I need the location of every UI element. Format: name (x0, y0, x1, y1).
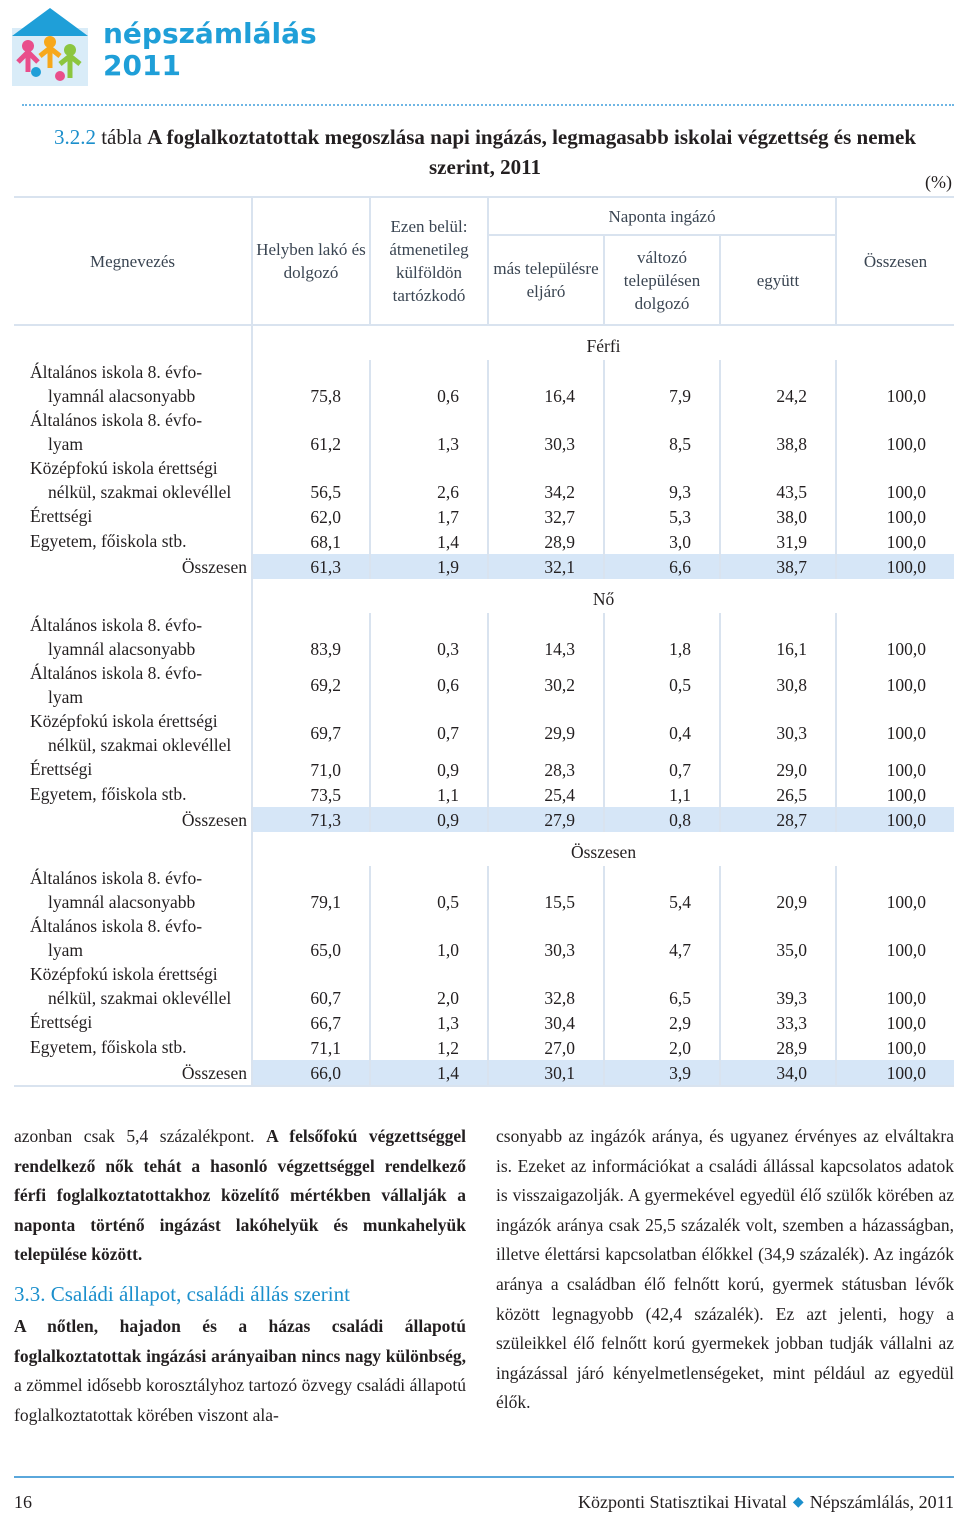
cell-varying-settlement: 0,7 (604, 757, 720, 782)
row-label-line: nélkül, szakmai oklevéllel (48, 735, 232, 755)
cell-varying-settlement: 0,5 (604, 661, 720, 709)
cell-together: 33,3 (720, 1010, 836, 1035)
cell-varying-settlement: 1,8 (604, 613, 720, 661)
cell-total: 100,0 (836, 613, 954, 661)
row-label-line: lyamnál alacsonyabb (48, 892, 196, 912)
row-label-line: Középfokú iskola érettségi (30, 711, 218, 731)
cell-together: 16,1 (720, 613, 836, 661)
table-row (14, 782, 954, 807)
row-label-line: Általános iskola 8. évfo- (30, 362, 203, 382)
row-label (14, 1035, 252, 1060)
cell-total: 100,0 (836, 529, 954, 554)
table-row (14, 1010, 954, 1035)
cell-other-settlement: 34,2 (488, 456, 604, 504)
cell-total: 100,0 (836, 962, 954, 1010)
paragraph-3: csonyabb az ingázók aránya, és ugyanez érvényes az elváltakra is. Ezeket az információkat a családi állással kapcsolatos adatok is visszaigazolják. A gyermekével egyedül élő szülők körében az ingázók aránya csak 25,5 százalék volt, szemben a házasságban, illetve élettársi kapcsolatban élőkkel (34,9 százalék). Az ingázók aránya a családban élő felnőtt korú, gyermek státusban lévők között legnagyobb (42,4 százalék). Ez azt jelenti, hogy a szüleikkel élő felnőtt korú gyermekek jobban tudják vállalni az ingázással járó kényelmetlenségeket, mint például az egyedül élők. (496, 1126, 954, 1413)
cell-abroad: 1,4 (370, 529, 488, 554)
cell-other-settlement: 27,0 (488, 1035, 604, 1060)
table-row (14, 1035, 954, 1060)
row-label (14, 529, 252, 554)
cell-other-settlement: 32,1 (488, 554, 604, 579)
cell-abroad: 0,9 (370, 757, 488, 782)
row-label-line: Összesen (181, 810, 247, 830)
cell-varying-settlement: 0,4 (604, 709, 720, 757)
cell-other-settlement: 27,9 (488, 807, 604, 832)
table-number: 3.2.2 (53, 125, 96, 149)
row-label-line: Összesen (181, 1063, 247, 1083)
cell-local: 66,0 (252, 1060, 370, 1086)
cell-other-settlement: 25,4 (488, 782, 604, 807)
cell-varying-settlement: 2,9 (604, 1010, 720, 1035)
section-blank-cell (14, 325, 252, 360)
cell-together: 26,5 (720, 782, 836, 807)
header-divider (22, 104, 954, 106)
cell-total: 100,0 (836, 807, 954, 832)
row-label-line: Általános iskola 8. évfo- (30, 868, 203, 888)
table-row (14, 866, 954, 914)
table-row (14, 757, 954, 782)
cell-together: 38,8 (720, 408, 836, 456)
cell-abroad: 0,5 (370, 866, 488, 914)
table-row (14, 529, 954, 554)
cell-local: 61,2 (252, 408, 370, 456)
header-local: Helyben lakó és dolgozó (252, 197, 370, 325)
cell-together: 30,3 (720, 709, 836, 757)
row-label (14, 613, 252, 661)
diamond-icon: ◆ (792, 1495, 804, 1510)
logo-line1: népszámlálás (103, 17, 317, 50)
cell-abroad: 2,6 (370, 456, 488, 504)
section-title: Nő (252, 579, 954, 613)
table-prefix: tábla (95, 125, 148, 149)
footer-publisher: Központi Statisztikai Hivatal (577, 1492, 787, 1512)
section-title: Összesen (252, 832, 954, 866)
paragraph-2-plain: a zömmel idősebb korosztályhoz tartozó özvegy családi állapotú foglalkoztatottak körében viszont ala- (14, 1375, 466, 1425)
cell-abroad: 1,4 (370, 1060, 488, 1086)
row-label (14, 807, 252, 832)
cell-abroad: 1,2 (370, 1035, 488, 1060)
row-label-line: lyamnál alacsonyabb (48, 639, 196, 659)
cell-other-settlement: 16,4 (488, 360, 604, 408)
row-label-line: lyamnál alacsonyabb (48, 386, 196, 406)
row-label (14, 709, 252, 757)
cell-total: 100,0 (836, 1060, 954, 1086)
paragraph-2-bold: A nőtlen, hajadon és a házas családi állapotú foglalkoztatottak ingázási arányaiban nincs nagy különbség, (14, 1315, 466, 1366)
cell-other-settlement: 32,8 (488, 962, 604, 1010)
row-label-line: Összesen (181, 557, 247, 577)
header-abroad: Ezen belül: átmenetileg külföldön tartózkodó (370, 197, 488, 325)
cell-total: 100,0 (836, 408, 954, 456)
cell-total: 100,0 (836, 709, 954, 757)
cell-local: 61,3 (252, 554, 370, 579)
cell-abroad: 0,9 (370, 807, 488, 832)
cell-other-settlement: 30,3 (488, 408, 604, 456)
table-title (30, 122, 940, 182)
footer-divider (14, 1476, 954, 1478)
row-label (14, 1060, 252, 1086)
cell-other-settlement: 14,3 (488, 613, 604, 661)
table-caption: A foglalkoztatottak megoszlása napi ingázás, legmagasabb iskolai végzettség és nemek szerint, 2011 (147, 125, 917, 179)
cell-together: 38,0 (720, 504, 836, 529)
cell-varying-settlement: 8,5 (604, 408, 720, 456)
row-label (14, 1010, 252, 1035)
cell-together: 28,9 (720, 1035, 836, 1060)
cell-other-settlement: 15,5 (488, 866, 604, 914)
cell-total: 100,0 (836, 782, 954, 807)
row-label-line: Egyetem, főiskola stb. (30, 531, 187, 551)
cell-local: 69,7 (252, 709, 370, 757)
cell-abroad: 2,0 (370, 962, 488, 1010)
cell-varying-settlement: 0,8 (604, 807, 720, 832)
unit-label: (%) (925, 172, 952, 192)
cell-abroad: 1,3 (370, 408, 488, 456)
table-row (14, 504, 954, 529)
row-label-line: Egyetem, főiskola stb. (30, 1037, 187, 1057)
cell-total: 100,0 (836, 866, 954, 914)
section-blank-cell (14, 579, 252, 613)
row-label (14, 360, 252, 408)
cell-together: 29,0 (720, 757, 836, 782)
row-label (14, 866, 252, 914)
paragraph-1-plain: azonban csak 5,4 százalékpont. (14, 1126, 267, 1146)
row-label (14, 914, 252, 962)
row-label-line: Középfokú iskola érettségi (30, 964, 218, 984)
cell-local: 68,1 (252, 529, 370, 554)
total-row (14, 554, 954, 579)
header-daily: Naponta ingázó (488, 197, 836, 235)
cell-local: 60,7 (252, 962, 370, 1010)
total-row (14, 1060, 954, 1086)
cell-total: 100,0 (836, 661, 954, 709)
cell-abroad: 0,6 (370, 661, 488, 709)
table-row (14, 914, 954, 962)
table-row (14, 456, 954, 504)
cell-total: 100,0 (836, 360, 954, 408)
cell-varying-settlement: 7,9 (604, 360, 720, 408)
cell-varying-settlement: 1,1 (604, 782, 720, 807)
cell-other-settlement: 28,9 (488, 529, 604, 554)
header-name: Megnevezés (14, 197, 252, 325)
cell-together: 35,0 (720, 914, 836, 962)
cell-varying-settlement: 3,0 (604, 529, 720, 554)
page-number: 16 (14, 1492, 32, 1512)
cell-total: 100,0 (836, 1010, 954, 1035)
section-header-row (14, 325, 954, 360)
row-label-line: Érettségi (30, 759, 93, 779)
section-header-row (14, 579, 954, 613)
cell-varying-settlement: 2,0 (604, 1035, 720, 1060)
cell-other-settlement: 30,4 (488, 1010, 604, 1035)
text-column-right (496, 1122, 954, 1418)
table-row (14, 360, 954, 408)
text-column-left (14, 1122, 466, 1430)
cell-together: 34,0 (720, 1060, 836, 1086)
cell-abroad: 1,1 (370, 782, 488, 807)
cell-abroad: 0,6 (370, 360, 488, 408)
census-logo-icon (10, 6, 90, 88)
cell-together: 24,2 (720, 360, 836, 408)
cell-local: 71,1 (252, 1035, 370, 1060)
footer-series: Népszámlálás, 2011 (809, 1492, 954, 1512)
cell-together: 30,8 (720, 661, 836, 709)
cell-other-settlement: 29,9 (488, 709, 604, 757)
cell-local: 56,5 (252, 456, 370, 504)
row-label (14, 408, 252, 456)
cell-local: 66,7 (252, 1010, 370, 1035)
row-label (14, 456, 252, 504)
row-label-line: Általános iskola 8. évfo- (30, 615, 203, 635)
cell-total: 100,0 (836, 1035, 954, 1060)
section-header-row (14, 832, 954, 866)
cell-varying-settlement: 6,6 (604, 554, 720, 579)
cell-local: 69,2 (252, 661, 370, 709)
cell-together: 38,7 (720, 554, 836, 579)
cell-abroad: 0,7 (370, 709, 488, 757)
cell-together: 39,3 (720, 962, 836, 1010)
row-label-line: Érettségi (30, 1012, 93, 1032)
paragraph-2 (14, 1312, 466, 1430)
cell-abroad: 1,9 (370, 554, 488, 579)
table-body (14, 325, 954, 1086)
cell-local: 73,5 (252, 782, 370, 807)
row-label-line: nélkül, szakmai oklevéllel (48, 482, 232, 502)
logo-line2: 2011 (103, 49, 181, 82)
data-table (14, 196, 954, 1087)
total-row (14, 807, 954, 832)
census-logo (10, 6, 317, 90)
cell-other-settlement: 30,3 (488, 914, 604, 962)
cell-abroad: 1,7 (370, 504, 488, 529)
row-label-line: Általános iskola 8. évfo- (30, 916, 203, 936)
logo-wordmark (103, 18, 317, 82)
subheading: 3.3. Családi állapot, családi állás szerint (14, 1281, 350, 1306)
row-label (14, 504, 252, 529)
cell-varying-settlement: 3,9 (604, 1060, 720, 1086)
cell-varying-settlement: 5,4 (604, 866, 720, 914)
cell-total: 100,0 (836, 554, 954, 579)
cell-abroad: 1,0 (370, 914, 488, 962)
row-label-line: Egyetem, főiskola stb. (30, 784, 187, 804)
cell-local: 75,8 (252, 360, 370, 408)
cell-local: 79,1 (252, 866, 370, 914)
paragraph-1-bold: A felsőfokú végzettséggel rendelkező nők tehát a hasonló végzettséggel rendelkező férfi foglalkoztatottakhoz közelítő mértékben vállalják a naponta történő ingázást lakóhelyük és munkahelyük települése között. (14, 1126, 466, 1265)
cell-local: 62,0 (252, 504, 370, 529)
table-row (14, 661, 954, 709)
header-total: Összesen (836, 197, 954, 325)
cell-local: 71,0 (252, 757, 370, 782)
header-together: együtt (720, 235, 836, 325)
table-row (14, 962, 954, 1010)
row-label (14, 757, 252, 782)
paragraph-1 (14, 1122, 466, 1270)
cell-other-settlement: 30,1 (488, 1060, 604, 1086)
header-other-settlement: más településre eljáró (488, 235, 604, 325)
cell-local: 65,0 (252, 914, 370, 962)
row-label-line: Középfokú iskola érettségi (30, 458, 218, 478)
row-label (14, 554, 252, 579)
cell-abroad: 0,3 (370, 613, 488, 661)
row-label-line: Érettségi (30, 506, 93, 526)
cell-other-settlement: 30,2 (488, 661, 604, 709)
cell-together: 31,9 (720, 529, 836, 554)
cell-together: 28,7 (720, 807, 836, 832)
cell-abroad: 1,3 (370, 1010, 488, 1035)
table-row (14, 709, 954, 757)
table-row (14, 613, 954, 661)
table-row (14, 408, 954, 456)
cell-together: 20,9 (720, 866, 836, 914)
cell-other-settlement: 28,3 (488, 757, 604, 782)
footer-source (578, 1492, 954, 1513)
cell-total: 100,0 (836, 757, 954, 782)
section-blank-cell (14, 832, 252, 866)
section-title: Férfi (252, 325, 954, 360)
row-label-line: nélkül, szakmai oklevéllel (48, 988, 232, 1008)
row-label-line: lyam (48, 434, 83, 454)
cell-local: 83,9 (252, 613, 370, 661)
cell-varying-settlement: 9,3 (604, 456, 720, 504)
cell-varying-settlement: 5,3 (604, 504, 720, 529)
row-label (14, 782, 252, 807)
header-varying-settlement: változó településen dolgozó (604, 235, 720, 325)
cell-varying-settlement: 4,7 (604, 914, 720, 962)
row-label-line: lyam (48, 687, 83, 707)
row-label (14, 661, 252, 709)
row-label-line: Általános iskola 8. évfo- (30, 663, 203, 683)
row-label-line: lyam (48, 940, 83, 960)
cell-other-settlement: 32,7 (488, 504, 604, 529)
cell-total: 100,0 (836, 504, 954, 529)
row-label-line: Általános iskola 8. évfo- (30, 410, 203, 430)
cell-together: 43,5 (720, 456, 836, 504)
row-label (14, 962, 252, 1010)
cell-varying-settlement: 6,5 (604, 962, 720, 1010)
cell-local: 71,3 (252, 807, 370, 832)
cell-total: 100,0 (836, 914, 954, 962)
cell-total: 100,0 (836, 456, 954, 504)
